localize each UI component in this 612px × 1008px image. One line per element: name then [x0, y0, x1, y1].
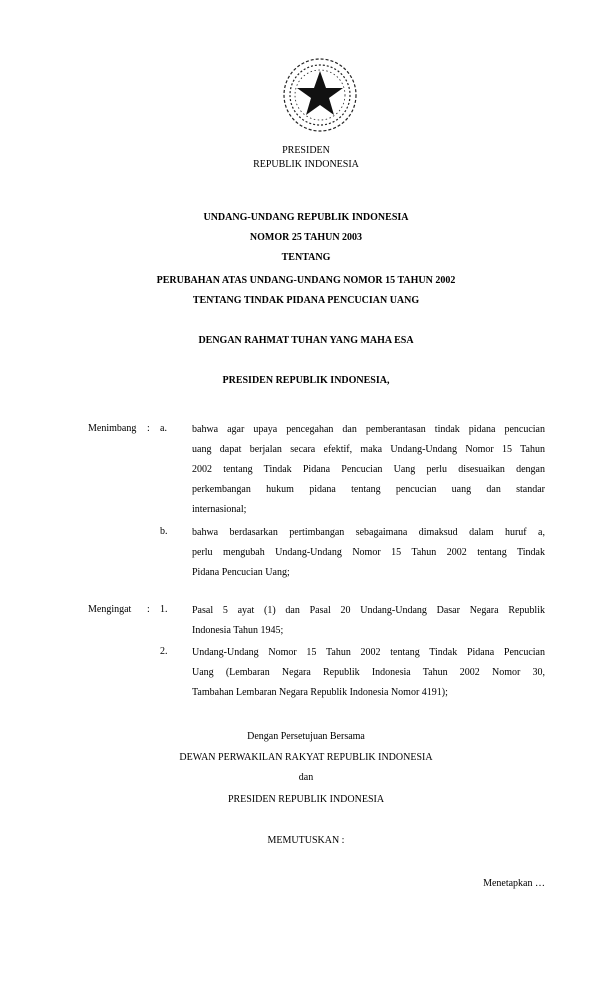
title-line: UNDANG-UNDANG REPUBLIK INDONESIA — [203, 212, 409, 223]
continuation-text: Menetapkan … — [483, 878, 545, 889]
presiden-line: PRESIDEN REPUBLIK INDONESIA, — [222, 375, 390, 386]
text-line: internasional; — [192, 504, 247, 515]
title-line: TENTANG — [281, 252, 331, 263]
presiden-line: PRESIDEN REPUBLIK INDONESIA — [227, 794, 385, 805]
mengingat-label: Mengingat — [88, 604, 132, 615]
rahmat-line: DENGAN RAHMAT TUHAN YANG MAHA ESA — [198, 335, 414, 346]
text-line: Pidana Pencucian Uang; — [192, 567, 290, 578]
text-line: perkembangan hukum pidana tentang pencucian uang dan standar — [192, 484, 545, 495]
title-line: NOMOR 25 TAHUN 2003 — [249, 232, 363, 243]
item-marker: 2. — [160, 646, 168, 657]
memutuskan-line: MEMUTUSKAN : — [267, 835, 345, 846]
dan-line: dan — [298, 772, 314, 783]
title-line: TENTANG TINDAK PIDANA PENCUCIAN UANG — [192, 295, 420, 306]
persetujuan-line: Dengan Persetujuan Bersama — [247, 731, 365, 742]
text-line: 2002 tentang Tindak Pidana Pencucian Uang perlu disesuaikan dengan — [192, 464, 545, 475]
header-president: PRESIDEN — [282, 145, 330, 156]
dpr-line: DEWAN PERWAKILAN RAKYAT REPUBLIK INDONESIA — [179, 752, 433, 763]
menimbang-item-b — [192, 526, 545, 586]
text-line: bahwa agar upaya pencegahan dan pemberantasan tindak pidana pencucian — [192, 424, 545, 435]
item-marker: 1. — [160, 604, 168, 615]
text-line: uang dapat berjalan secara efektif, maka Undang-Undang Nomor 15 Tahun — [192, 444, 545, 455]
text-line: perlu mengubah Undang-Undang Nomor 15 Tahun 2002 tentang Tindak — [192, 547, 545, 558]
colon: : — [147, 604, 150, 615]
colon: : — [147, 423, 150, 434]
item-marker: b. — [160, 526, 168, 537]
mengingat-item-2 — [192, 646, 545, 706]
menimbang-item-a — [192, 423, 545, 523]
title-line: PERUBAHAN ATAS UNDANG-UNDANG NOMOR 15 TAHUN 2002 — [156, 275, 456, 286]
text-line: Pasal 5 ayat (1) dan Pasal 20 Undang-Undang Dasar Negara Republik — [192, 605, 545, 616]
item-marker: a. — [160, 423, 167, 434]
text-line: Undang-Undang Nomor 15 Tahun 2002 tentang Tindak Pidana Pencucian — [192, 647, 545, 658]
text-line: Uang (Lembaran Negara Republik Indonesia Tahun 2002 Nomor 30, — [192, 667, 545, 678]
text-line: bahwa berdasarkan pertimbangan sebagaimana dimaksud dalam huruf a, — [192, 527, 545, 538]
text-line: Tambahan Lembaran Negara Republik Indonesia Nomor 4191); — [192, 687, 448, 698]
mengingat-item-1 — [192, 604, 545, 644]
menimbang-label: Menimbang — [88, 423, 137, 434]
presidential-emblem-icon — [280, 55, 360, 135]
header-republic: REPUBLIK INDONESIA — [253, 159, 359, 170]
text-line: Indonesia Tahun 1945; — [192, 625, 284, 636]
